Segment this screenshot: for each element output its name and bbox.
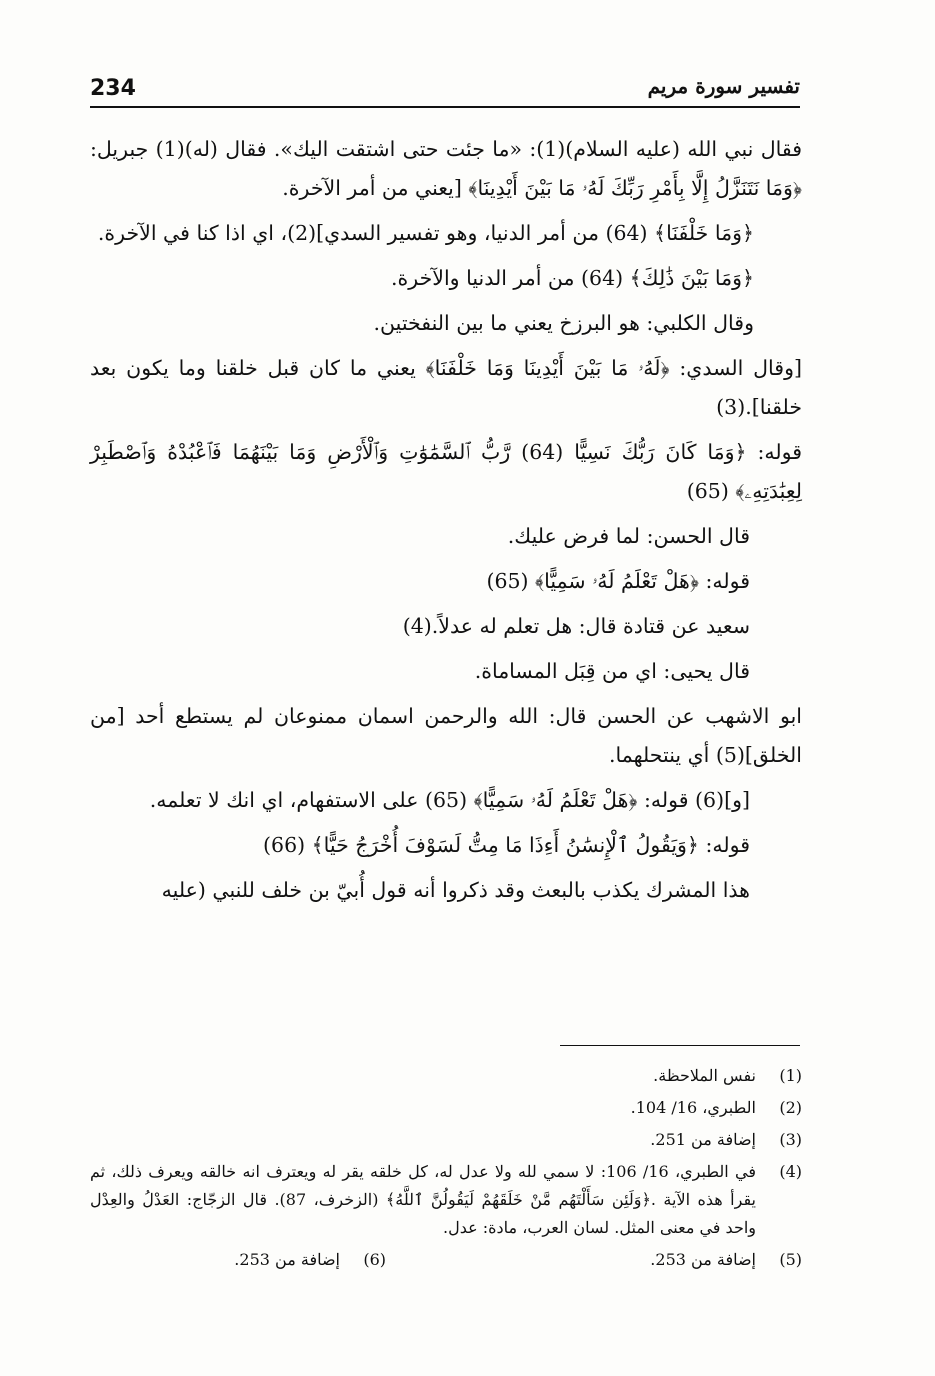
paragraph: قال الحسن: لما فرض عليك. — [507, 524, 750, 548]
paragraph: هذا المشرك يكذب بالبعث وقد ذكروا أنه قول أُبيّ بن خلف للنبي (عليه — [161, 878, 750, 902]
footnote-text: في الطبري، 16/ 106: لا سمي لله ولا عدل له، كل خلقه يقر له ويعترف انه خالقه ويعرف ذلك، ثم يقرأ هذه الآية .﴿وَلَئِن سَأَلْتَهُم مَّنْ خَلَقَهُمْ لَيَقُولُنَّ ٱللَّهُ﴾ (الزخرف، 87). قال الزجّاج: العَدْلُ والعِدْل واحد في معنى المثل. لسان العرب، مادة: عدل. — [90, 1162, 756, 1237]
footnote-number: (1) — [779, 1066, 802, 1085]
footnote — [426, 1246, 802, 1274]
paragraph: [وقال السدي: ﴿لَهُۥ مَا بَيْنَ أَيْدِينَا وَمَا خَلْفَنَا﴾ يعني ما كان قبل خلقنا وما يكون بعد خلقنا].(3) — [90, 356, 802, 419]
paragraph: فقال نبي الله (عليه السلام)(1): «ما جئت حتى اشتقت اليك». فقال (له)(1) جبريل: ﴿وَمَا نَتَنَزَّلُ إِلَّا بِأَمْرِ رَبِّكَ لَهُۥ مَا بَيْنَ أَيْدِينَا﴾ [يعني من أمر الآخرة. — [90, 137, 802, 200]
running-title: تفسير سورة مريم — [647, 74, 800, 98]
footnote — [90, 1126, 802, 1154]
footnote-text: إضافة من 253. — [234, 1250, 340, 1269]
footnote-text: نفس الملاحظة. — [653, 1066, 756, 1085]
footnote-text: إضافة من 253. — [650, 1250, 756, 1269]
footnote-divider — [560, 1045, 800, 1046]
paragraph: قوله: ﴿وَمَا كَانَ رَبُّكَ نَسِيًّا (64) رَّبُّ ٱلسَّمَٰوَٰتِ وَٱلْأَرْضِ وَمَا بَيْنَهُمَا فَٱعْبُدْهُ وَٱصْطَبِرْ لِعِبَٰدَتِهِۦ﴾ (65) — [90, 440, 803, 503]
footnote-text: الطبري، 16/ 104. — [630, 1098, 756, 1117]
paragraph: [و](6) قوله: ﴿هَلْ تَعْلَمُ لَهُۥ سَمِيًّا﴾ (65) على الاستفهام، اي انك لا تعلمه. — [149, 788, 750, 812]
footnote — [90, 1062, 802, 1090]
footnote-number: (5) — [779, 1250, 802, 1269]
footnote-text: إضافة من 251. — [650, 1130, 756, 1149]
paragraph: قوله: ﴿وَيَقُولُ ٱلْإِنسَٰنُ أَءِذَا مَا مِتُّ لَسَوْفَ أُخْرَجُ حَيًّا﴾ (66) — [263, 833, 750, 857]
paragraph: قال يحيى: اي من قِبَل المساماة. — [474, 659, 750, 683]
page-number: 234 — [90, 76, 136, 101]
paragraph: قوله: ﴿هَلْ تَعْلَمُ لَهُۥ سَمِيًّا﴾ (65) — [486, 569, 750, 593]
paragraph: سعيد عن قتادة قال: هل تعلم له عدلاً.(4) — [402, 614, 750, 638]
footnote — [90, 1158, 802, 1242]
paragraph: ﴿وَمَا بَيْنَ ذَٰلِكَ﴾ (64) من أمر الدنيا والآخرة. — [391, 266, 754, 290]
main-text — [90, 130, 802, 916]
footnote-number: (6) — [363, 1250, 386, 1269]
paragraph: وقال الكلبي: هو البرزخ يعني ما بين النفختين. — [373, 311, 754, 335]
footnote-row — [90, 1246, 802, 1278]
paragraph: ﴿وَمَا خَلْفَنَا﴾ (64) من أمر الدنيا، وهو تفسير السدي](2)، اي اذا كنا في الآخرة. — [97, 221, 754, 245]
footnote-number: (3) — [779, 1130, 802, 1149]
footnote — [234, 1246, 386, 1274]
page-header — [90, 70, 800, 108]
footnote-number: (4) — [779, 1162, 802, 1181]
footnote — [90, 1094, 802, 1122]
footnote-number: (2) — [779, 1098, 802, 1117]
footnotes — [90, 1062, 802, 1278]
paragraph: ابو الاشهب عن الحسن قال: الله والرحمن اسمان ممنوعان لم يستطع أحد [من الخلق](5) أي ينتحلهما. — [90, 704, 802, 767]
